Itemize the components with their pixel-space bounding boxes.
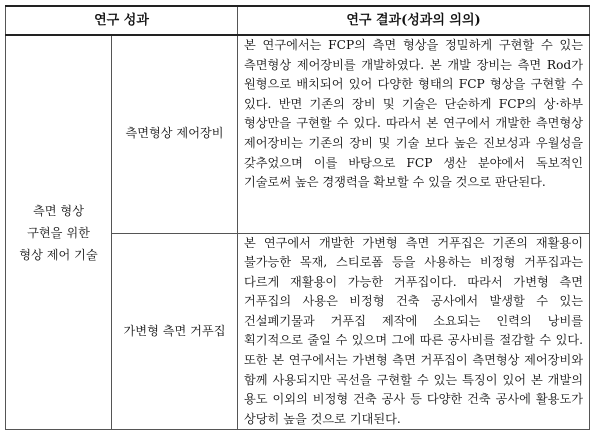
table-header-row xyxy=(6,6,590,35)
item-cell: 가변형 측면 거푸집 xyxy=(112,233,238,430)
category-cell xyxy=(6,35,112,430)
research-results-table xyxy=(5,5,590,430)
table-row xyxy=(6,35,590,233)
header-result: 연구 결과(성과의 의의) xyxy=(238,6,590,35)
category-line: 측면 형상 xyxy=(33,203,84,218)
item-cell: 측면형상 제어장비 xyxy=(112,35,238,233)
category-line: 구현을 위한 xyxy=(27,225,90,240)
category-line: 형상 제어 기술 xyxy=(19,247,98,262)
description-cell: 본 연구에서는 FCP의 측면 형상을 정밀하게 구현할 수 있는 측면형상 제어장비를 개발하였다. 본 개발 장비는 측면 Rod가 원형으로 배치되어 있어 다양한 형태의 FCP 형상을 구현할 수 있다. 반면 기존의 장비 및 기술은 단순하게 FCP의 상·하부 형상만을 구현할 수 있다. 따라서 본 연구에서 개발한 측면형상 제어장비는 기존의 장비 및 기술 보다 높은 진보성과 우월성을 갖추었으며 이를 바탕으로 FCP 생산 분야에서 독보적인 기술로써 높은 경쟁력을 확보할 수 있을 것으로 판단된다. xyxy=(238,35,590,233)
description-cell: 본 연구에서 개발한 가변형 측면 거푸집은 기존의 재활용이 불가능한 목재, 스티로폼 등을 사용하는 비정형 거푸집과는 다르게 재활용이 가능한 거푸집이다. 따라서 가변형 측면 거푸집의 사용은 비정형 건축 공사에서 발생할 수 있는 건설폐기물과 거푸집 제작에 소요되는 인력의 낭비를 획기적으로 줄일 수 있으며 그에 따른 공사비를 절감할 수 있다. 또한 본 연구에서는 가변형 측면 거푸집이 측면형상 제어장비와 함께 사용되지만 곡선을 구현할 수 있는 특징이 있어 본 개발의 용도 이외의 비정형 건축 공사 등 다양한 건축 공사에 활용도가 상당히 높을 것으로 기대된다. xyxy=(238,233,590,430)
header-achievement: 연구 성과 xyxy=(6,6,238,35)
